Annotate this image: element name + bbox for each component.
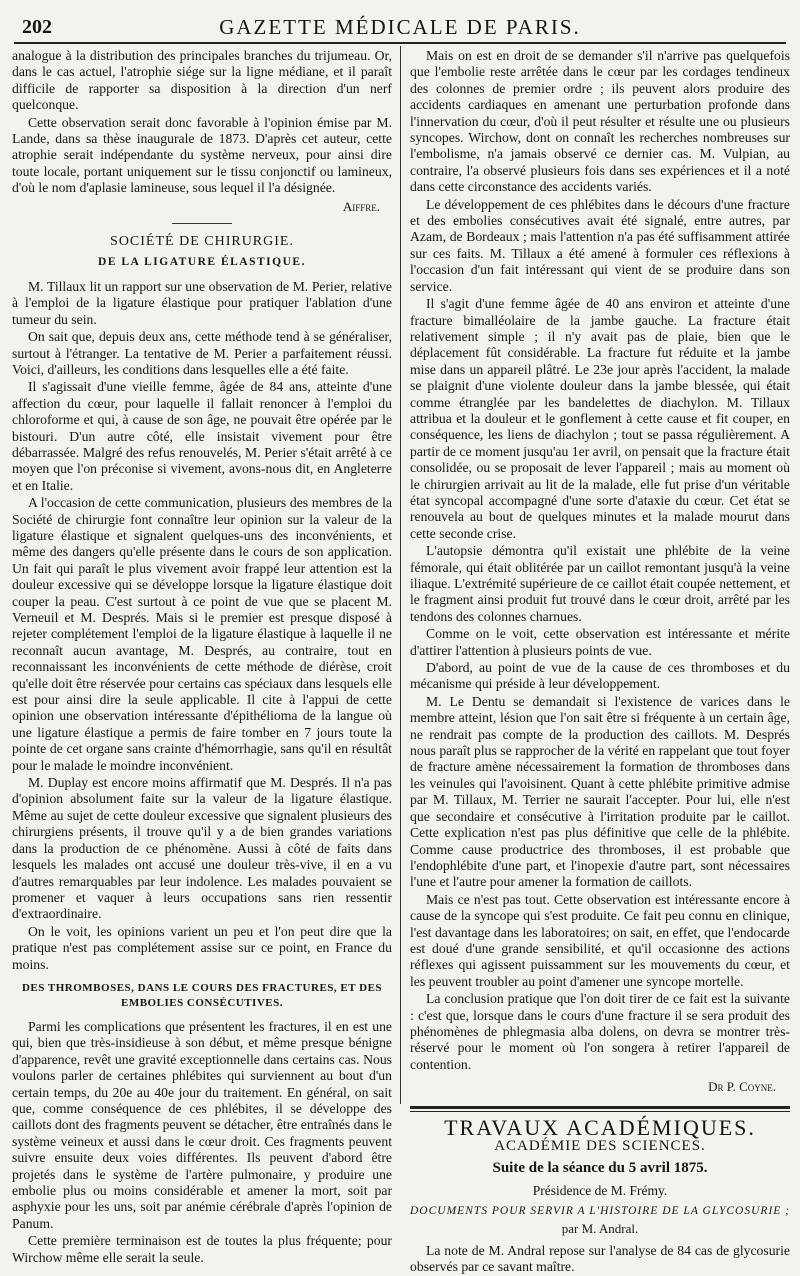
- session-title: Suite de la séance du 5 avril 1875.: [492, 1160, 708, 1177]
- paragraph: Le développement de ces phlébites dans le décours d'une fracture et des embolies consécutives avait été signalé, entre autres, par Azam, de Bordeaux ; mais l'attention n'a pas été suffisamment attirée sur ces faits. M. Tillaux a été amené à formuler ces réflexions à l'occasion d'un fait intéressant qui vient de se produire dans son service.: [410, 196, 790, 294]
- page-number: 202: [22, 16, 52, 38]
- article-subtitle: DES THROMBOSES, DANS LE COURS DES FRACTURES, ET DES EMBOLIES CONSÉCUTIVES.: [21, 981, 383, 1009]
- journal-title: GAZETTE MÉDICALE DE PARIS.: [219, 15, 581, 39]
- paragraph: M. Le Dentu se demandait si l'existence de varices dans le membre atteint, lésion que l'on sait être si fréquente à un certain âge, ne rendrait pas compte de la production des caillots. M. Després nous paraît plus se rapprocher de la vérité en rappelant que tout foyer de fracture amène nécessairement la formation de thromboses dans les veinules qui l'avoisinent. Quant à cette phlébite primitive admise par M. Tillaux, M. Terrier ne saurait l'accepter. Pour lui, elle n'est que secondaire et consécutive à l'irritation produite par le caillot. Cette explication n'est pas plus définitive que celle de la phlébite. Comme cause productrice des thromboses, il est probable que l'endophlébite d'une part, et l'inopexie d'autre part, sont nécessaires l'une et l'autre pour amener la formation de caillots.: [410, 693, 790, 890]
- left-column: [12, 48, 392, 1265]
- column-divider: [400, 46, 401, 1104]
- paragraph: analogue à la distribution des principales branches du trijumeau. Or, dans le cas actuel, l'atrophie siége sur la ligne médiane, et il paraît difficile de rapporter sa disposition à la direction d'un nerf quelconque.: [12, 48, 392, 113]
- institution-title: ACADÉMIE DES SCIENCES.: [494, 1138, 706, 1154]
- right-column: [410, 48, 791, 1275]
- paragraph: Il s'agit d'une femme âgée de 40 ans environ et atteinte d'une fracture bimalléolaire de la jambe gauche. La fracture était relativement simple ; il n'y avait pas de plaie, bien que le déplacement fût considérable. La fracture fut réduite et la jambe mise dans un appareil plâtré. Le 23e jour après l'accident, la malade se plaignit d'une violente douleur dans la jambe blessée, qui était comme étranglée par les bandelettes de diachylon. M. Tillaux attribua et la douleur et le gonflement à cette cause et fit couper, en conséquence, les liens de diachylon ; tout se passa régulièrement. A partir de ce moment jusqu'au 1er avril, on pensait que la fracture était consolidée, ou se proposait de lever l'appareil ; mais au moment où le chirurgien arrivait au lit de la malade, elle fut prise d'un véritable état syncopal accompagné d'une sorte d'ataxie du cœur. Cet état se renouvela au bout de quelques minutes et la malade mourut dans cette seconde crise.: [410, 296, 790, 541]
- paragraph: La note de M. Andral repose sur l'analyse de 84 cas de glycosurie observés par ce savant maître.: [410, 1243, 790, 1275]
- paragraph: L'autopsie démontra qu'il existait une phlébite de la veine fémorale, qui était oblitérée par un caillot remontant jusqu'à la veine iliaque. L'extrémité supérieure de ce caillot était coupée nettement, et le fragment ainsi produit fut trouvé dans le cœur droit, arrêté par les tendons des colonnes charnues.: [410, 543, 790, 624]
- paragraph: Comme on le voit, cette observation est intéressante et mérite d'attirer l'attention à plusieurs points de vue.: [410, 626, 790, 658]
- author-signature: Aiffre.: [342, 198, 380, 214]
- paragraph: M. Duplay est encore moins affirmatif que M. Després. Il n'a pas d'opinion absolument faite sur la valeur de la ligature élastique. Même au sujet de cette douleur excessive que signalent plusieurs des chirurgiens présents, il trouve qu'il y a de bien grandes variations dans la production de ce phénomène. Aussi à côté de faits dans lesquels les malades ont accusé une douleur très-vive, il en a vu d'autres remarquables par leur indolence. Les malades pouvaient se promener et vaquer à leurs occupations sans rien ressentir d'extraordinaire.: [12, 775, 392, 922]
- section-title: TRAVAUX ACADÉMIQUES.: [444, 1114, 756, 1140]
- article-subtitle: DE LA LIGATURE ÉLASTIQUE.: [98, 256, 306, 269]
- author-signature: Dr P. Coyne.: [708, 1079, 776, 1095]
- paragraph: On sait que, depuis deux ans, cette méthode tend à se généraliser, surtout à l'étranger. La tentative de M. Perier a parfaitement réussi. Voici, d'ailleurs, les conditions dans lesquelles elle a été faite.: [12, 329, 392, 377]
- paragraph: Cette première terminaison est de toutes la plus fréquente; pour Wirchow même elle serait la seule.: [12, 1233, 392, 1265]
- paragraph: D'abord, au point de vue de la cause de ces thromboses et du mécanisme qui préside à leur développement.: [410, 660, 790, 692]
- section-divider: [410, 1106, 790, 1112]
- article-author: par M. Andral.: [561, 1220, 639, 1236]
- paragraph: M. Tillaux lit un rapport sur une observation de M. Perier, relative à l'emploi de la ligature élastique pour pratiquer l'ablation d'une tumeur du sein.: [12, 278, 392, 327]
- presidence-line: Présidence de M. Frémy.: [532, 1182, 668, 1198]
- section-title: SOCIÉTÉ DE CHIRURGIE.: [110, 234, 294, 250]
- paragraph: La conclusion pratique que l'on doit tirer de ce fait est la suivante : c'est que, lorsque dans le cours d'une fracture il se sera produit des phénomènes de phlegmasia alba dolens, on devra se montrer très-réservé pour le moment où l'on songera à retirer l'appareil de contention.: [410, 991, 790, 1072]
- paragraph: On le voit, les opinions varient un peu et l'on peut dire que la pratique n'est pas complétement assise sur ce point, en France du moins.: [12, 923, 392, 972]
- paragraph: A l'occasion de cette communication, plusieurs des membres de la Société de chirurgie font connaître leur opinion sur la valeur de la ligature élastique et signalent quelques-uns des inconvénients, et même des dangers qu'elle présente dans le cours de son application. Un fait qui paraît le plus vivement avoir frappé leur attention est la douleur excessive qui se développe lorsque la ligature élastique doit couper la peau. C'est surtout à ce point de vue que se placent M. Verneuil et M. Després. Mais si le premier est presque disposé à rejeter complétement l'emploi de la ligature élastique à laquelle il ne reconnaît aucun avantage, M. Després, au contraire, tout en reconnaissant les inconvénients de cette méthode de diérèse, croit qu'elle doit être réservée pour certains cas spéciaux dans lesquels elle est pour ainsi dire la seule applicable. Il cite à l'appui de cette opinion une observation intéressante d'épithélioma de la langue où une ligature élastique a permis de faire tomber en 7 jours toute la pointe de cet organe sans crainte d'hémorrhagie, sans qu'il en résultât pour le malade le moindre inconvénient.: [12, 495, 392, 773]
- paragraph: Cette observation serait donc favorable à l'opinion émise par M. Lande, dans sa thèse inaugurale de 1873. D'après cet auteur, cette atrophie serait indépendante du système nerveux, pour ainsi dire toute locale, portant uniquement sur le tissu conjonctif ou lamineux, d'où le nom d'aplasie lamineuse, sous lequel il l'a désignée.: [12, 114, 392, 196]
- section-divider: [172, 223, 232, 224]
- paragraph: Parmi les complications que présentent les fractures, il en est une qui, bien que très-insidieuse à son début, et même presque bénigne d'apparence, revêt une gravité exceptionnelle dans certains cas. Nous voulons parler de certaines phlébites qui surviennent au bout d'un certain temps, du 20e au 40e jour du traitement. En général, on sait que, comme conséquence de ces phlébites, il se développe des caillots dont des fragments peuvent se détacher, être entraînés dans le système veineux et aussi dans le cœur droit. Ces fragments peuvent suivre ensuite deux voies différentes. Ils peuvent d'abord être projetés dans le système de l'artère pulmonaire, y produire une embolie plus ou moins considérable et amener la mort, soit par asphyxie pour les uns, soit par anémie cérébrale d'après l'opinion de Panum.: [12, 1018, 392, 1231]
- paragraph: Mais ce n'est pas tout. Cette observation est intéressante encore à cause de la syncope qui s'est produite. Ce fait peu connu en clinique, l'est davantage dans les laboratoires; on sait, en effet, que l'endocarde est doué d'une grande sensibilité, et qu'il occasionne des actions réflexes qui agissent puissamment sur les mouvements du cœur, et les peuvent troubler au point d'amener une syncope mortelle.: [410, 891, 790, 989]
- paragraph: Il s'agissait d'une vieille femme, âgée de 84 ans, atteinte d'une affection du cœur, pour laquelle il fallait renoncer à l'emploi du chloroforme et qui, à cause de son âge, ne pouvait être opérée par le bistouri. D'un autre côté, elle insistait vivement pour être débarrassée. Malgré des refus renouvelés, M. Perier s'était arrêté à ce moyen que l'on préconise si vivement, avons-nous dit, en Angleterre et en Italie.: [12, 379, 392, 493]
- article-subtitle: DOCUMENTS POUR SERVIR A L'HISTOIRE DE LA GLYCOSURIE ;: [410, 1205, 791, 1218]
- paragraph: Mais on est en droit de se demander s'il n'arrive pas quelquefois que l'embolie reste arrêtée dans le cœur par les cordages tendineux des colonnes de premier ordre ; ils peuvent alors produire des accidents cardiaques en amenant une perturbation profonde dans l'innervation du cœur, d'où il peut résulter et résulte une ou plusieurs syncopes. Wirchow, dont on connaît les recherches nombreuses sur l'embolisme, n'a jamais observé ce dernier cas. M. Vulpian, au contraire, l'a observé plusieurs fois dans ses expériences et il a noté dans cette circonstance des accidents variés.: [410, 48, 790, 195]
- page-header: [14, 12, 786, 44]
